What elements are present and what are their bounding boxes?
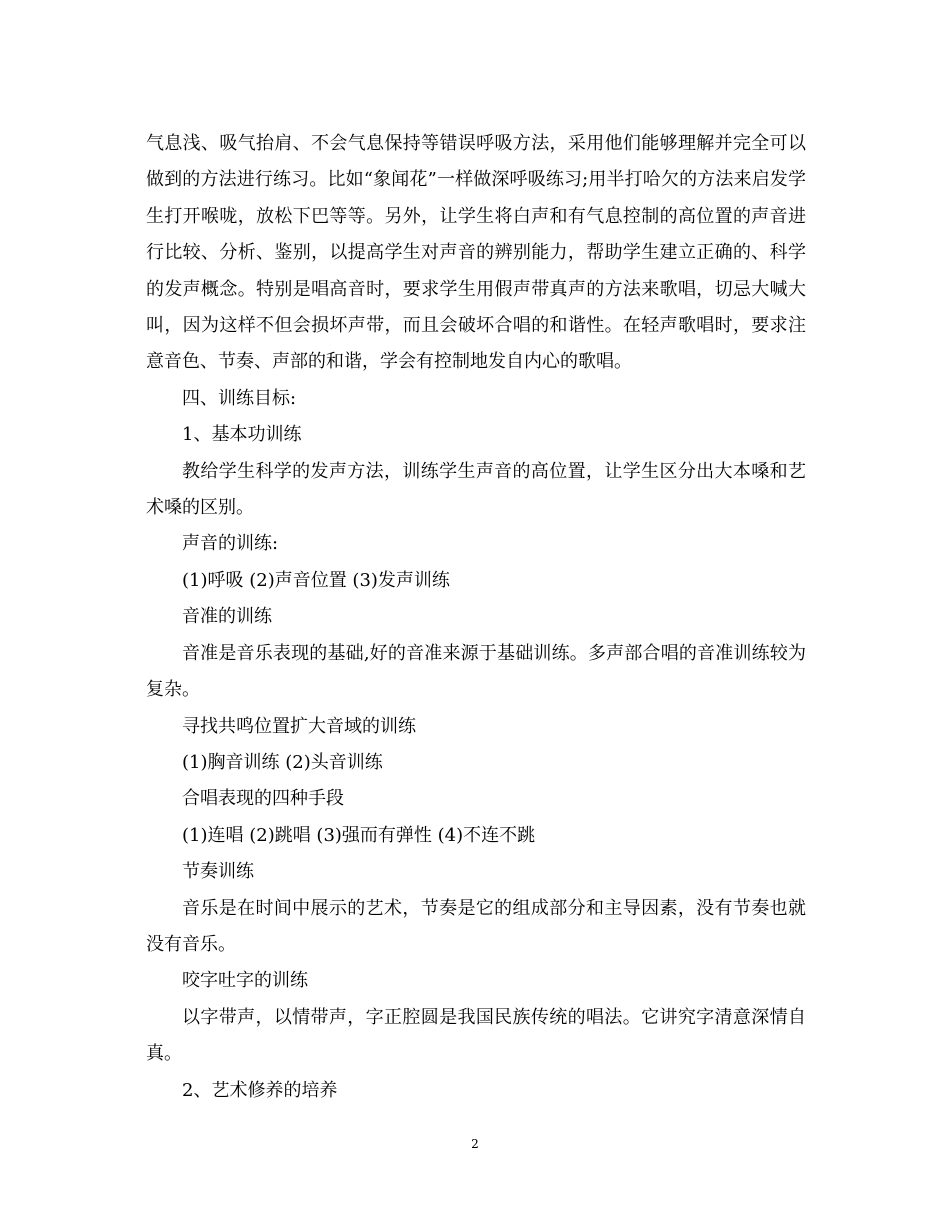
heading-voice-training: 声音的训练: — [182, 533, 279, 555]
paragraph-diction-training: 以字带声，以情带声，字正腔圆是我国民族传统的唱法。它讲究字清意深情自真。 — [146, 1006, 806, 1065]
paragraph-breathing-methods: 气息浅、吸气抬肩、不会气息保持等错误呼吸方法，采用他们能够理解并完全可以做到的方法进行练习。比如“象闻花”一样做深呼吸练习;用半打哈欠的方法来启发学生打开喉咙，放松下巴等等。另外，让学生将白声和有气息控制的高位置的声音进行比较、分析、鉴别，以提高学生对声音的辨别能力，帮助学生建立正确的、科学的发声概念。特别是唱高音时，要求学生用假声带真声的方法来歌唱，切忌大喊大叫，因为这样不但会损坏声带，而且会破坏合唱的和谐性。在轻声歌唱时，要求注意音色、节奏、声部的和谐，学会有控制地发自内心的歌唱。 — [146, 133, 806, 373]
heading-pitch-training: 音准的训练 — [182, 606, 272, 628]
body-text — [146, 126, 806, 1109]
paragraph-basic-training: 教给学生科学的发声方法，训练学生声音的高位置，让学生区分出大本嗓和艺术嗓的区别。 — [146, 460, 806, 519]
list-resonance-training: (1)胸音训练 (2)头音训练 — [182, 751, 383, 773]
heading-diction-training: 咬字吐字的训练 — [182, 970, 308, 992]
heading-choral-techniques: 合唱表现的四种手段 — [182, 788, 344, 810]
heading-training-goals: 四、训练目标: — [182, 387, 297, 409]
paragraph-pitch-training: 音准是音乐表现的基础,好的音准来源于基础训练。多声部合唱的音准训练较为复杂。 — [146, 642, 806, 701]
list-voice-training: (1)呼吸 (2)声音位置 (3)发声训练 — [182, 569, 450, 591]
page-number: 2 — [471, 1137, 479, 1151]
heading-artistic-cultivation: 2、艺术修养的培养 — [182, 1079, 338, 1101]
list-choral-techniques: (1)连唱 (2)跳唱 (3)强而有弹性 (4)不连不跳 — [182, 824, 536, 846]
paragraph-rhythm-training: 音乐是在时间中展示的艺术，节奏是它的组成部分和主导因素，没有节奏也就没有音乐。 — [146, 897, 806, 955]
heading-rhythm-training: 节奏训练 — [182, 861, 254, 883]
heading-resonance-training: 寻找共鸣位置扩大音域的训练 — [182, 715, 416, 737]
heading-basic-training: 1、基本功训练 — [182, 424, 302, 446]
